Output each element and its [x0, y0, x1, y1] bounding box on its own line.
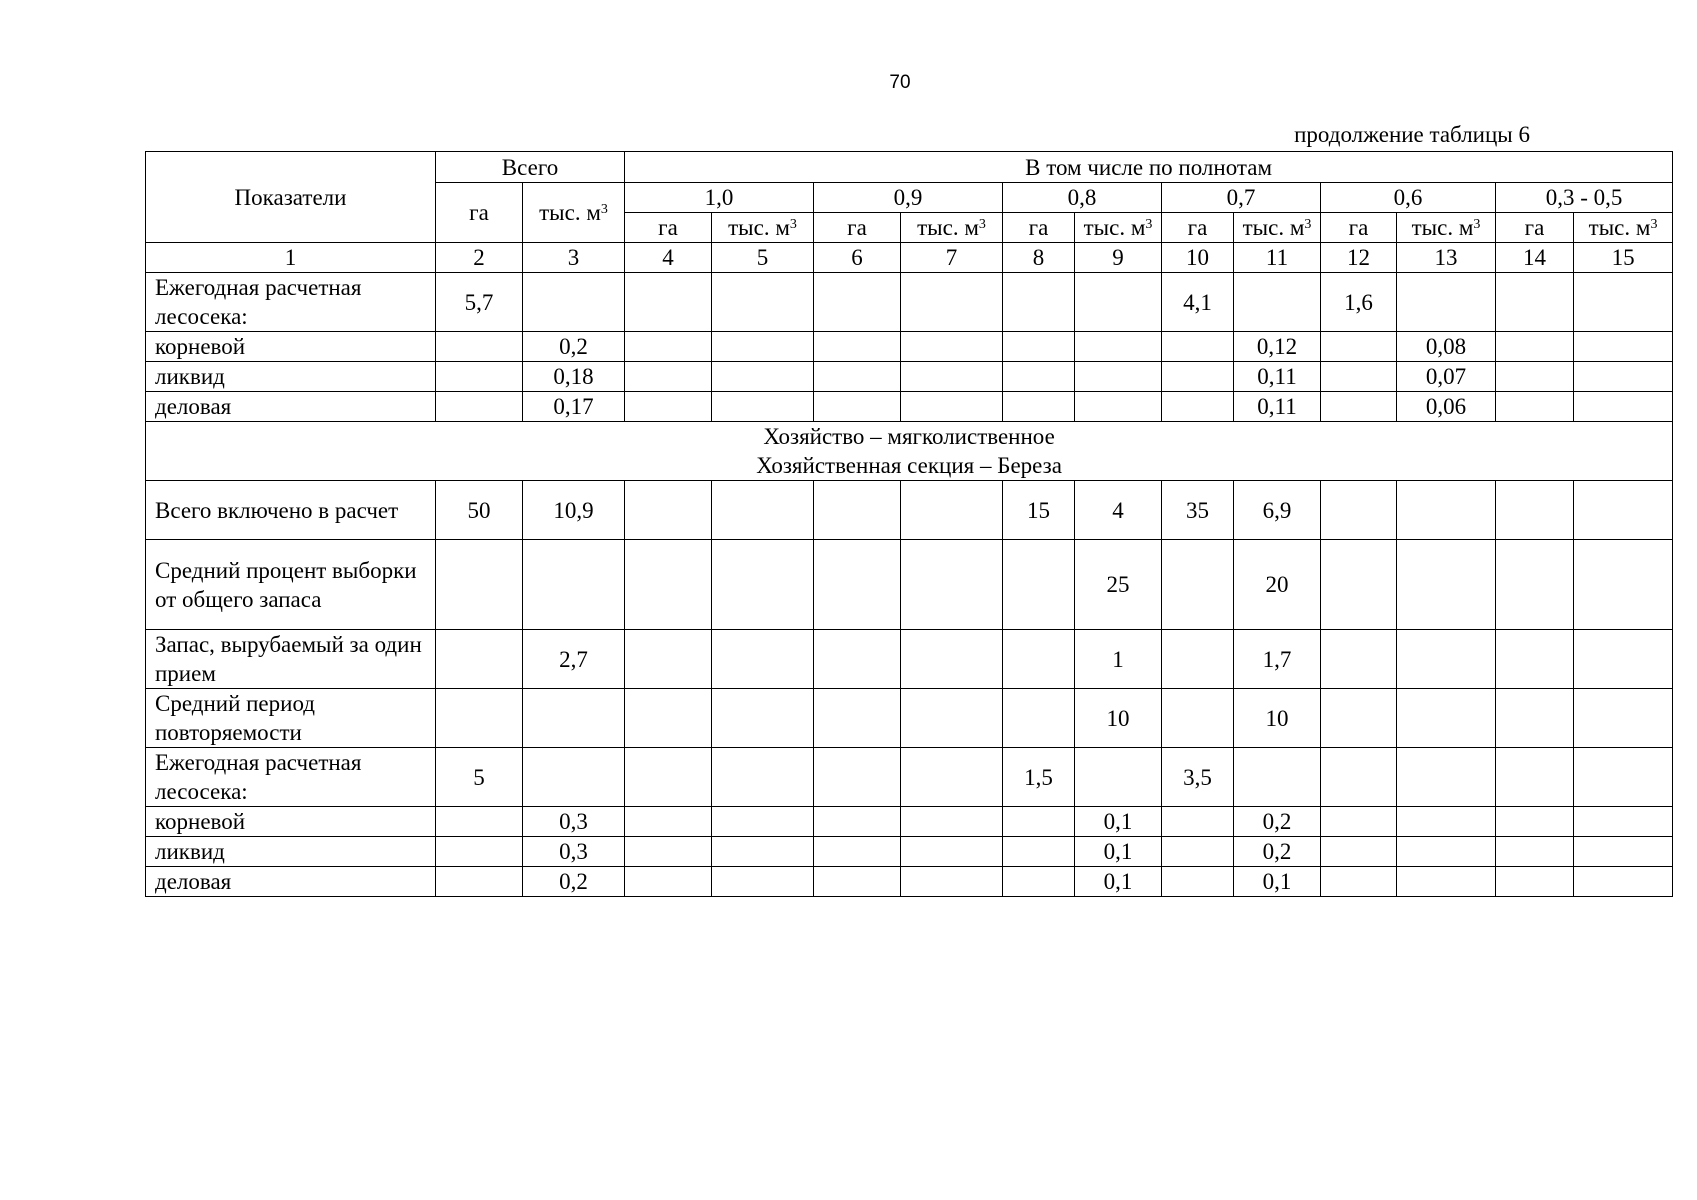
table-cell [1496, 748, 1574, 807]
table-cell [436, 392, 523, 422]
table-cell [1234, 748, 1321, 807]
table-row [146, 362, 1673, 392]
table-cell [1397, 837, 1496, 867]
column-number: 1 [146, 243, 436, 273]
header-density: 0,3 - 0,5 [1496, 183, 1673, 213]
table-cell [436, 837, 523, 867]
table-cell: 0,17 [523, 392, 625, 422]
table-cell [523, 689, 625, 748]
table-cell: 4 [1075, 481, 1162, 540]
table-row [146, 837, 1673, 867]
table-cell [1574, 273, 1673, 332]
table-cell [1574, 392, 1673, 422]
table-cell [1574, 362, 1673, 392]
table-cell [1496, 481, 1574, 540]
table-cell [901, 392, 1003, 422]
table-cell [1397, 867, 1496, 897]
row-label: Ежегодная расчетная лесосека: [146, 273, 436, 332]
header-density: 0,9 [814, 183, 1003, 213]
table-cell [1321, 481, 1397, 540]
table-cell [1574, 807, 1673, 837]
row-label: деловая [146, 392, 436, 422]
column-number: 6 [814, 243, 901, 273]
table-cell: 0,1 [1075, 867, 1162, 897]
table-cell [1162, 392, 1234, 422]
row-label: Средний период повторяемости [146, 689, 436, 748]
table-cell: 0,2 [523, 867, 625, 897]
table-cell [1003, 362, 1075, 392]
table-cell [436, 362, 523, 392]
table-cell [814, 481, 901, 540]
table-cell: 4,1 [1162, 273, 1234, 332]
table-cell [436, 540, 523, 630]
column-number: 4 [625, 243, 712, 273]
table-cell [625, 630, 712, 689]
row-label: Ежегодная расчетная лесосека: [146, 748, 436, 807]
table-cell [1321, 748, 1397, 807]
table-cell [712, 392, 814, 422]
table-cell [1496, 837, 1574, 867]
table-cell: 0,1 [1075, 807, 1162, 837]
column-number: 3 [523, 243, 625, 273]
header-unit-ha: га [1003, 213, 1075, 243]
table-cell: 10,9 [523, 481, 625, 540]
table-row [146, 630, 1673, 689]
table-cell [1162, 540, 1234, 630]
table-cell: 0,1 [1234, 867, 1321, 897]
table-cell [814, 392, 901, 422]
table-cell [625, 332, 712, 362]
table-cell [1003, 807, 1075, 837]
table-cell [1321, 540, 1397, 630]
table-cell [1496, 807, 1574, 837]
table-cell [1574, 689, 1673, 748]
table-cell: 5,7 [436, 273, 523, 332]
table-cell [625, 807, 712, 837]
table-cell [1574, 748, 1673, 807]
table-cell [1397, 689, 1496, 748]
column-number: 7 [901, 243, 1003, 273]
table-cell: 0,3 [523, 807, 625, 837]
table-cell [1162, 689, 1234, 748]
table-cell [1574, 540, 1673, 630]
table-cell [523, 540, 625, 630]
table-cell: 25 [1075, 540, 1162, 630]
table-cell [901, 540, 1003, 630]
table-cell [436, 689, 523, 748]
table-cell [436, 332, 523, 362]
table-cell: 0,11 [1234, 362, 1321, 392]
table-cell [436, 630, 523, 689]
table-cell: 15 [1003, 481, 1075, 540]
table-cell [1397, 630, 1496, 689]
table-cell: 20 [1234, 540, 1321, 630]
table-cell [625, 748, 712, 807]
table-cell [523, 748, 625, 807]
table-cell: 0,12 [1234, 332, 1321, 362]
table-cell: 0,11 [1234, 392, 1321, 422]
table-cell: 0,3 [523, 837, 625, 867]
table-cell [712, 689, 814, 748]
table-cell [1397, 807, 1496, 837]
table-cell [1075, 392, 1162, 422]
table-cell [625, 481, 712, 540]
table-cell [1075, 748, 1162, 807]
table-cell [814, 362, 901, 392]
table-cell: 1,6 [1321, 273, 1397, 332]
table-cell [1397, 748, 1496, 807]
table-cell [1496, 273, 1574, 332]
table-cell: 10 [1234, 689, 1321, 748]
table-cell [1496, 540, 1574, 630]
column-number: 2 [436, 243, 523, 273]
column-number: 15 [1574, 243, 1673, 273]
header-unit-volume: тыс. $м^3$ [1075, 213, 1162, 243]
section-heading [146, 422, 1673, 481]
table-cell [1574, 332, 1673, 362]
table-cell [1234, 273, 1321, 332]
header-unit-ha: га [814, 213, 901, 243]
table-cell [1397, 481, 1496, 540]
table-cell: 1 [1075, 630, 1162, 689]
table-cell [625, 392, 712, 422]
column-number: 12 [1321, 243, 1397, 273]
header-unit-volume: тыс. $м^3$ [1574, 213, 1673, 243]
header-density: 0,6 [1321, 183, 1496, 213]
table-row [146, 540, 1673, 630]
table-cell: 1,7 [1234, 630, 1321, 689]
table-cell [814, 273, 901, 332]
table-cell [1003, 630, 1075, 689]
table-cell [712, 540, 814, 630]
table-cell [625, 867, 712, 897]
header-unit-volume: тыс. $м^3$ [1234, 213, 1321, 243]
table-cell: 2,7 [523, 630, 625, 689]
header-indicators: Показатели [146, 152, 436, 243]
table-row [146, 332, 1673, 362]
table-row [146, 481, 1673, 540]
column-number: 14 [1496, 243, 1574, 273]
table-cell [1003, 273, 1075, 332]
table-cell [1162, 362, 1234, 392]
table-cell [1162, 867, 1234, 897]
column-number: 10 [1162, 243, 1234, 273]
table-cell [1574, 630, 1673, 689]
column-number: 13 [1397, 243, 1496, 273]
table-cell [1003, 332, 1075, 362]
header-unit-ha: га [1321, 213, 1397, 243]
table-cell [901, 362, 1003, 392]
table-cell [901, 630, 1003, 689]
column-number: 5 [712, 243, 814, 273]
table-cell [1075, 362, 1162, 392]
table-cell [712, 481, 814, 540]
table-cell: 0,18 [523, 362, 625, 392]
section-row [146, 422, 1673, 481]
header-density: 0,8 [1003, 183, 1162, 213]
row-label: Запас, вырубаемый за один прием [146, 630, 436, 689]
table-cell [625, 540, 712, 630]
table-cell [814, 332, 901, 362]
page-number: 70 [889, 72, 911, 93]
table-cell [1075, 332, 1162, 362]
row-label: Всего включено в расчет [146, 481, 436, 540]
table-cell: 0,2 [523, 332, 625, 362]
row-label: Средний процент выборки от общего запаса [146, 540, 436, 630]
table-cell [901, 837, 1003, 867]
table-cell [1162, 837, 1234, 867]
table-continuation-note: продолжение таблицы 6 [1294, 122, 1530, 147]
table-cell [1321, 392, 1397, 422]
table-cell [1003, 540, 1075, 630]
table-cell [1397, 273, 1496, 332]
table-cell [436, 807, 523, 837]
table-cell: 0,07 [1397, 362, 1496, 392]
table-cell [1321, 362, 1397, 392]
table-cell: 3,5 [1162, 748, 1234, 807]
table-cell: 1,5 [1003, 748, 1075, 807]
header-total: Всего [436, 152, 625, 183]
table-cell [1321, 837, 1397, 867]
table-cell [625, 837, 712, 867]
table-cell: 10 [1075, 689, 1162, 748]
header-row-numbers [146, 243, 1673, 273]
table-cell [1574, 867, 1673, 897]
table-cell [1003, 689, 1075, 748]
table-cell [436, 867, 523, 897]
header-unit-ha: га [1162, 213, 1234, 243]
table-cell [901, 332, 1003, 362]
table-cell [625, 689, 712, 748]
table-cell [901, 867, 1003, 897]
table-cell [814, 630, 901, 689]
table-cell [901, 748, 1003, 807]
table-cell [712, 332, 814, 362]
header-unit-volume: тыс. $м^3$ [901, 213, 1003, 243]
row-label: ликвид [146, 837, 436, 867]
table-cell [1162, 630, 1234, 689]
table-body [146, 152, 1673, 897]
header-unit-ha: га [625, 213, 712, 243]
table-cell [814, 540, 901, 630]
section-line-2: Хозяйственная секция – Береза [756, 453, 1062, 478]
table-cell [712, 362, 814, 392]
header-total-ha: га [436, 183, 523, 243]
table-cell: 35 [1162, 481, 1234, 540]
row-label: ликвид [146, 362, 436, 392]
header-unit-volume: тыс. $м^3$ [712, 213, 814, 243]
row-label: деловая [146, 867, 436, 897]
table-cell [1496, 392, 1574, 422]
table-cell: 0,1 [1075, 837, 1162, 867]
header-including: В том числе по полнотам [625, 152, 1673, 183]
table-cell [1496, 332, 1574, 362]
table-cell [712, 837, 814, 867]
header-total-volume: тыс. $м^3$ [523, 183, 625, 243]
table-cell [1496, 630, 1574, 689]
table-cell [1075, 273, 1162, 332]
table-cell [1003, 837, 1075, 867]
table-cell [814, 837, 901, 867]
table-cell [1162, 807, 1234, 837]
header-density: 1,0 [625, 183, 814, 213]
table-cell [1321, 630, 1397, 689]
table-cell [523, 273, 625, 332]
header-row-1 [146, 152, 1673, 183]
row-label: корневой [146, 332, 436, 362]
header-density: 0,7 [1162, 183, 1321, 213]
header-unit-ha: га [1496, 213, 1574, 243]
table-row [146, 392, 1673, 422]
table-cell [1496, 362, 1574, 392]
table-cell [712, 630, 814, 689]
table-cell [1496, 867, 1574, 897]
table-row [146, 867, 1673, 897]
table-cell: 0,2 [1234, 837, 1321, 867]
table-cell: 0,06 [1397, 392, 1496, 422]
table-cell [1003, 867, 1075, 897]
column-number: 9 [1075, 243, 1162, 273]
table-cell [625, 362, 712, 392]
table-cell [1321, 867, 1397, 897]
table-cell [1003, 392, 1075, 422]
table-cell: 6,9 [1234, 481, 1321, 540]
table-cell [814, 867, 901, 897]
table-cell [1574, 837, 1673, 867]
table-cell [712, 748, 814, 807]
table-cell: 50 [436, 481, 523, 540]
column-number: 8 [1003, 243, 1075, 273]
table-cell: 0,2 [1234, 807, 1321, 837]
table-cell: 0,08 [1397, 332, 1496, 362]
table-cell [712, 273, 814, 332]
section-line-1: Хозяйство – мягколиственное [763, 424, 1055, 449]
table-cell [1162, 332, 1234, 362]
table-cell [625, 273, 712, 332]
table-cell [712, 867, 814, 897]
table-row [146, 689, 1673, 748]
table-row [146, 273, 1673, 332]
table-cell [901, 273, 1003, 332]
table-row [146, 748, 1673, 807]
table-cell [814, 689, 901, 748]
column-number: 11 [1234, 243, 1321, 273]
table-cell [1321, 689, 1397, 748]
table-cell [1574, 481, 1673, 540]
table-cell [1397, 540, 1496, 630]
table-cell [814, 807, 901, 837]
table-row [146, 807, 1673, 837]
table-cell [712, 807, 814, 837]
table-cell [901, 689, 1003, 748]
table-cell [1321, 807, 1397, 837]
row-label: корневой [146, 807, 436, 837]
table-cell [901, 807, 1003, 837]
data-table [145, 151, 1673, 897]
table-cell: 5 [436, 748, 523, 807]
table-cell [1321, 332, 1397, 362]
table-cell [1496, 689, 1574, 748]
table-cell [814, 748, 901, 807]
table-cell [901, 481, 1003, 540]
header-unit-volume: тыс. $м^3$ [1397, 213, 1496, 243]
